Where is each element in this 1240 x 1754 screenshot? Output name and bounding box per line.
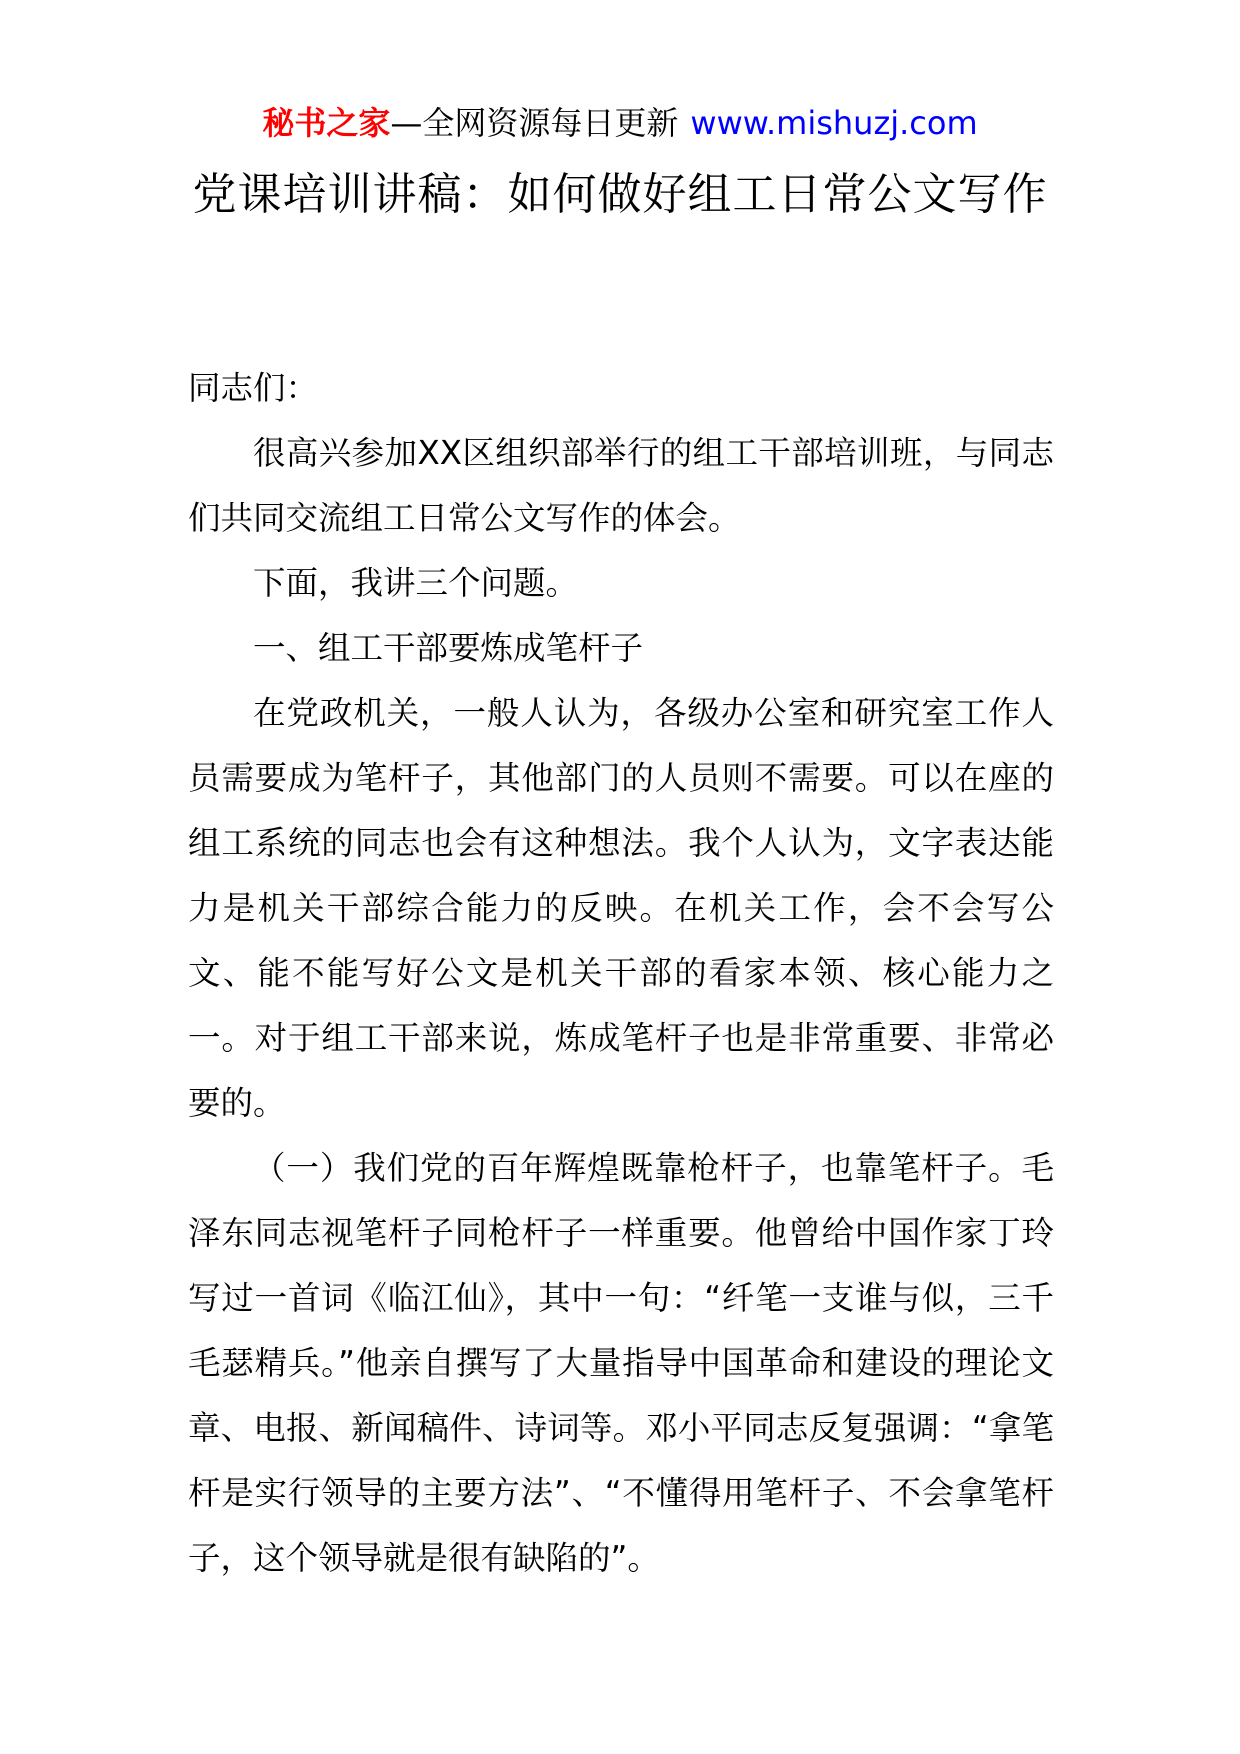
site-url-link[interactable]: www.mishuzj.com [690, 104, 978, 142]
site-banner [0, 98, 1240, 148]
banner-tagline: —全网资源每日更新 [390, 104, 679, 142]
document-body [188, 356, 1054, 1591]
paragraph-section1-body: 在党政机关，一般人认为，各级办公室和研究室工作人员需要成为笔杆子，其他部门的人员则不需要。可以在座的组工系统的同志也会有这种想法。我个人认为，文字表达能力是机关干部综合能力的反映。在机关工作，会不会写公文、能不能写好公文是机关干部的看家本领、核心能力之一。对于组工干部来说，炼成笔杆子也是非常重要、非常必要的。 [188, 694, 1054, 1122]
greeting-line: 同志们： [188, 369, 319, 407]
paragraph-subsection1: （一）我们党的百年辉煌既靠枪杆子，也靠笔杆子。毛泽东同志视笔杆子同枪杆子一样重要。他曾给中国作家丁玲写过一首词《临江仙》，其中一句：“纤笔一支谁与似，三千毛瑟精兵。”他亲自撰写了大量指导中国革命和建设的理论文章、电报、新闻稿件、诗词等。邓小平同志反复强调：“拿笔杆是实行领导的主要方法”、“不懂得用笔杆子、不会拿笔杆子，这个领导就是很有缺陷的”。 [188, 1149, 1054, 1577]
paragraph-intro: 很高兴参加XX区组织部举行的组工干部培训班，与同志们共同交流组工日常公文写作的体会。 [188, 434, 1054, 537]
section-heading-1: 一、组工干部要炼成笔杆子 [253, 629, 644, 667]
brand-name: 秘书之家 [262, 104, 391, 142]
paragraph-outline: 下面，我讲三个问题。 [253, 564, 579, 602]
document-title: 党课培训讲稿：如何做好组工日常公文写作 [192, 169, 1048, 220]
